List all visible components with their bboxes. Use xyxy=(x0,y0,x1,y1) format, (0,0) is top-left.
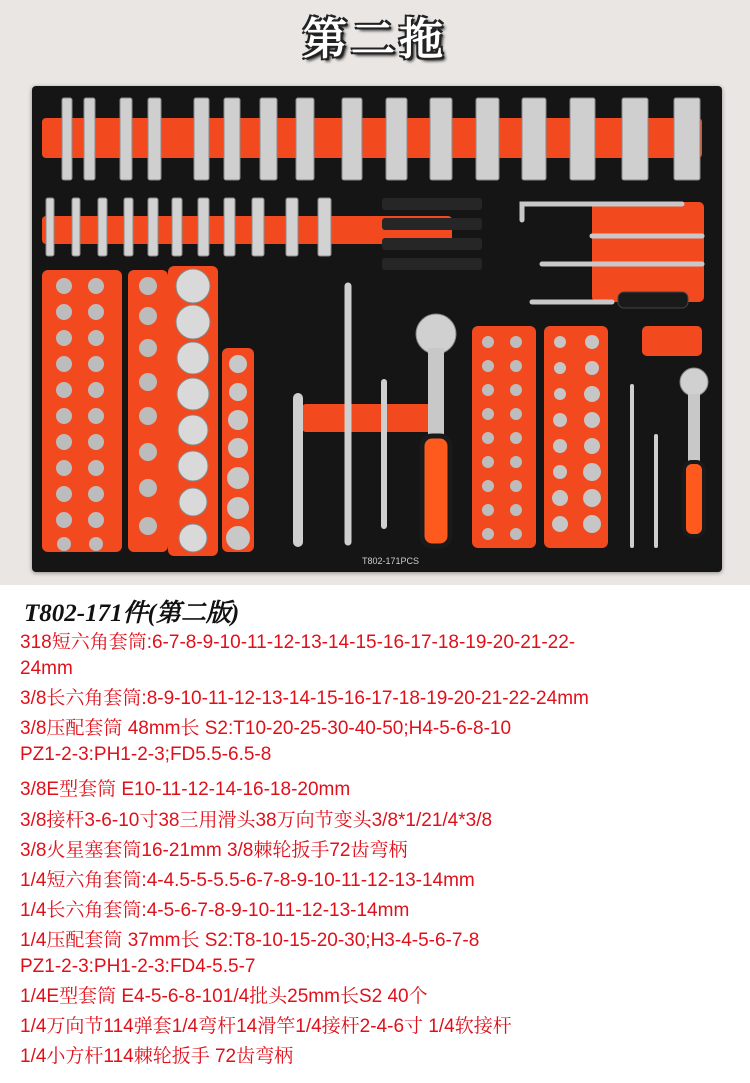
right-insert xyxy=(592,202,704,302)
banner-title: 第二拖 xyxy=(303,14,447,65)
spec-line: 1/4长六角套筒:4-5-6-7-8-9-10-11-12-13-14mm xyxy=(20,900,410,921)
tool-tray-photo xyxy=(32,86,722,572)
spec-line: PZ1-2-3:PH1-2-3;FD5.5-6.5-8 xyxy=(20,744,272,765)
spec-line: 3/8接杆3-6-10寸38三用滑头38万向节变头3/8*1/21/4*3/8 xyxy=(20,810,493,831)
left-bit-socket-insert xyxy=(42,270,122,552)
extension-strip xyxy=(302,404,442,432)
model-title: T802-171件(第二版) xyxy=(24,600,240,627)
spec-line: 3/8E型套筒 E10-11-12-14-16-18-20mm xyxy=(20,779,351,800)
spec-line: 1/4压配套筒 37mm长 S2:T8-10-15-20-30;H3-4-5-6-7-8 xyxy=(20,930,480,951)
quarter-inch-socket-insert xyxy=(544,326,608,548)
spec-line: 1/4E型套筒 E4-5-6-8-101/4批头25mm长S2 40个 xyxy=(20,986,428,1007)
spec-line: 1/4小方杆114棘轮扳手 72齿弯柄 xyxy=(20,1046,294,1067)
spec-line: 1/4万向节114弹套1/4弯杆14滑竿1/4接杆2-4-6寸 1/4软接杆 xyxy=(20,1016,512,1037)
screwdriver-handle xyxy=(618,292,688,308)
spec-line: 1/4短六角套筒:4-4.5-5-5.5-6-7-8-9-10-11-12-13-14mm xyxy=(20,870,475,891)
small-extensions xyxy=(632,386,656,546)
spec-line: 3/8长六角套筒:8-9-10-11-12-13-14-15-16-17-18-19-20-21-22-24mm xyxy=(20,688,589,709)
spec-line: 3/8压配套筒 48mm长 S2:T10-20-25-30-40-50;H4-5-6-8-10 xyxy=(20,718,512,739)
small-adaptor-insert xyxy=(642,326,702,356)
tool-tray-illustration xyxy=(32,86,722,572)
spec-line: 24mm xyxy=(20,658,73,679)
spec-line: PZ1-2-3:PH1-2-3:FD4-5.5-7 xyxy=(20,956,256,977)
top-socket-strip xyxy=(42,118,702,158)
quarter-inch-bit-insert xyxy=(472,326,536,548)
spec-text-area xyxy=(0,585,750,1083)
tray-model-label: T802-171PCS xyxy=(362,556,420,566)
spec-line: 318短六角套筒:6-7-8-9-10-11-12-13-14-15-16-17-18-19-20-21-22- xyxy=(20,632,576,653)
ratchet-small xyxy=(680,368,708,536)
spec-line: 3/8火星塞套筒16-21mm 3/8棘轮扳手72齿弯柄 xyxy=(20,840,408,861)
